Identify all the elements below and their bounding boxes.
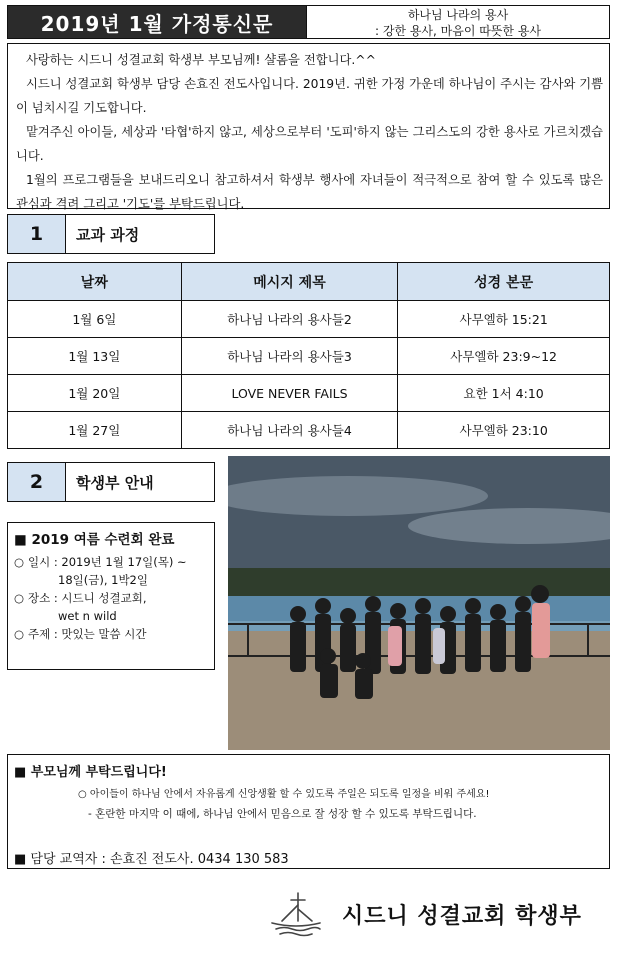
intro-greeting: 사랑하는 시드니 성결교회 학생부 부모님께! 샬롬을 전합니다.^^ bbox=[26, 53, 376, 67]
section-2-title: 학생부 안내 bbox=[76, 473, 154, 492]
intro-paragraph-4: 1월의 프로그램들을 보내드리오니 참고하셔서 학생부 행사에 자녀들이 적극적으로 참여 할 수 있도록 많은 관심과 격려 그리고 '기도'를 부탁드립니다. bbox=[16, 173, 603, 211]
theme-box bbox=[307, 5, 610, 39]
camp-date-line-1: 일시 : 2019년 1월 17일(목) ~ bbox=[28, 555, 187, 569]
church-ship-icon bbox=[268, 891, 324, 937]
cell-message: 하나님 나라의 용사들3 bbox=[181, 338, 398, 375]
cell-scripture: 요한 1서 4:10 bbox=[398, 375, 610, 412]
header-date: 날짜 bbox=[8, 263, 182, 301]
cell-scripture: 사무엘하 23:10 bbox=[398, 412, 610, 449]
section-1-title: 교과 과정 bbox=[76, 225, 140, 244]
theme-line-2: : 강한 용사, 마음이 따뜻한 용사 bbox=[374, 24, 542, 38]
intro-letter bbox=[7, 43, 610, 209]
camp-place-line-1: 장소 : 시드니 성결교회, bbox=[28, 591, 147, 605]
bullet-icon: ○ bbox=[14, 555, 25, 569]
section-1-heading bbox=[7, 214, 215, 254]
camp-date-line-2: 18일(금), 1박2일 bbox=[58, 573, 148, 587]
camp-topic bbox=[14, 625, 208, 643]
cell-scripture: 사무엘하 23:9~12 bbox=[398, 338, 610, 375]
table-row bbox=[8, 338, 610, 375]
footer-org-name: 시드니 성결교회 학생부 bbox=[342, 903, 582, 929]
parents-title: ■ 부모님께 부탁드립니다! bbox=[14, 765, 167, 780]
section-1-number: 1 bbox=[8, 215, 66, 253]
parents-request-box bbox=[7, 754, 610, 869]
table-row bbox=[8, 375, 610, 412]
section-2-number: 2 bbox=[8, 463, 66, 501]
group-photo bbox=[228, 456, 610, 750]
cell-date: 1월 27일 bbox=[8, 412, 182, 449]
cell-date: 1월 20일 bbox=[8, 375, 182, 412]
header-message: 메시지 제목 bbox=[181, 263, 398, 301]
table-row bbox=[8, 412, 610, 449]
cell-message: 하나님 나라의 용사들4 bbox=[181, 412, 398, 449]
intro-paragraph-2: 시드니 성결교회 학생부 담당 손효진 전도사입니다. 2019년. 귀한 가정 가운데 하나님이 주시는 감사와 기쁨이 넘치시길 기도합니다. bbox=[16, 77, 603, 115]
curriculum-table bbox=[7, 262, 610, 449]
table-row bbox=[8, 301, 610, 338]
footer bbox=[268, 888, 628, 940]
bullet-icon: ○ bbox=[14, 627, 25, 641]
table-header-row bbox=[8, 263, 610, 301]
intro-paragraph-3: 맡겨주신 아이들, 세상과 '타협'하지 않고, 세상으로부터 '도피'하지 않는 그리스도의 강한 용사로 가르치겠습니다. bbox=[16, 125, 603, 163]
camp-place-line-2: wet n wild bbox=[58, 609, 117, 623]
camp-place bbox=[14, 589, 208, 607]
section-2-heading bbox=[7, 462, 215, 502]
camp-title: ■ 2019 여름 수련회 완료 bbox=[14, 532, 175, 548]
bullet-icon: ○ bbox=[14, 591, 25, 605]
theme-line-1: 하나님 나라의 용사 bbox=[407, 8, 509, 22]
cell-message: 하나님 나라의 용사들2 bbox=[181, 301, 398, 338]
contact-line: ■ 담당 교역자 : 손효진 전도사. 0434 130 583 bbox=[14, 852, 289, 867]
camp-topic-line: 주제 : 맛있는 말씀 시간 bbox=[28, 627, 147, 641]
parents-request-line-2: - 혼란한 마지막 이 때에, 하나님 안에서 믿음으로 잘 성장 할 수 있도록 부탁드립니다. bbox=[88, 808, 477, 820]
cell-date: 1월 6일 bbox=[8, 301, 182, 338]
cell-scripture: 사무엘하 15:21 bbox=[398, 301, 610, 338]
camp-info-box bbox=[7, 522, 215, 670]
parents-request-line-1: ○ 아이들이 하나님 안에서 자유롭게 신앙생활 할 수 있도록 주일은 되도록 일정을 비워 주세요! bbox=[78, 789, 490, 800]
cell-date: 1월 13일 bbox=[8, 338, 182, 375]
header-scripture: 성경 본문 bbox=[398, 263, 610, 301]
group-photo-illustration bbox=[228, 456, 610, 750]
newsletter-title: 2019년 1월 가정통신문 bbox=[7, 5, 307, 39]
cell-message: LOVE NEVER FAILS bbox=[181, 375, 398, 412]
camp-date bbox=[14, 553, 208, 571]
